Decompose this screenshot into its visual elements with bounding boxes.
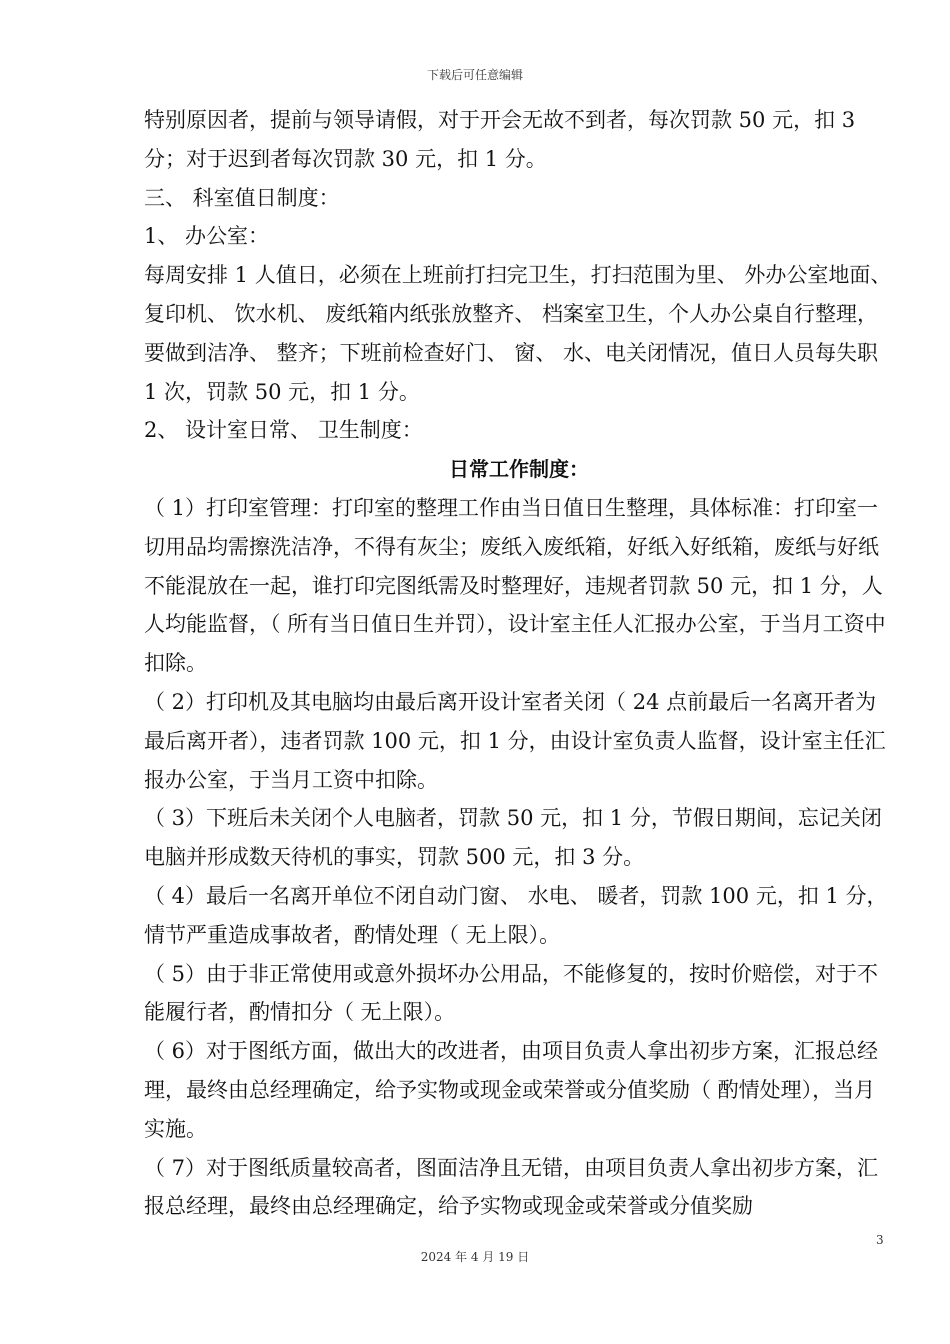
page-number: 3: [876, 1233, 884, 1247]
rule-item-2-printer-shutdown: （ 2）打印机及其电脑均由最后离开设计室者关闭（ 24 点前最后一名离开者为最后离开者），违者罚款 100 元，扣 1 分，由设计室负责人监督，设计室主任汇报办公室，于当月工资中扣除。: [144, 689, 886, 792]
page-header: 下载后可任意编辑: [426, 68, 523, 82]
paragraph-office-duty: 每周安排 1 人值日，必须在上班前打扫完卫生，打扫范围为里、 外办公室地面、 复印机、 饮水机、 废纸箱内纸张放整齐、 档案室卫生，个人办公桌自行整理，要做到洁净、 整齐；下班前检查好门、 窗、 水、电关闭情况，值日人员每失职 1 次，罚款 50 元，扣 1 分。: [144, 263, 892, 404]
heading-daily-work-system: 日常工作制度：: [449, 457, 589, 482]
section-heading-duty-system: 三、 科室值日制度：: [144, 185, 340, 210]
rule-item-1-print-room: （ 1）打印室管理：打印室的整理工作由当日值日生整理，具体标准：打印室一切用品均需擦洗洁净，不得有灰尘；废纸入废纸箱，好纸入好纸箱，废纸与好纸不能混放在一起，谁打印完图纸需及时整理好，违规者罚款 50 元，扣 1 分，人人均能监督，（ 所有当日值日生并罚），设计室主任人汇报办公室，于当月工资中扣除。: [144, 495, 886, 676]
subheading-design-room: 2、 设计室日常、 卫生制度：: [144, 418, 423, 443]
rule-item-3-personal-computer: （ 3）下班后未关闭个人电脑者，罚款 50 元，扣 1 分，节假日期间，忘记关闭电脑并形成数天待机的事实，罚款 500 元，扣 3 分。: [144, 806, 882, 870]
rule-item-5-damaged-supplies: （ 5）由于非正常使用或意外损坏办公用品，不能修复的，按时价赔偿，对于不能履行者，酌情扣分（ 无上限）。: [144, 961, 879, 1025]
rule-item-7-drawing-quality: （ 7）对于图纸质量较高者，图面洁净且无错，由项目负责人拿出初步方案，汇报总经理，最终由总经理确定，给予实物或现金或荣誉或分值奖励: [144, 1155, 879, 1219]
page-footer-date: 2024 年 4 月 19 日: [420, 1250, 530, 1264]
paragraph-meeting-penalty: 特别原因者，提前与领导请假，对于开会无故不到者，每次罚款 50 元，扣 3 分；对于迟到者每次罚款 30 元，扣 1 分。: [144, 108, 856, 171]
rule-item-4-doors-windows: （ 4）最后一名离开单位不闭自动门窗、 水电、 暖者，罚款 100 元，扣 1 分，情节严重造成事故者，酌情处理（ 无上限）。: [144, 883, 888, 947]
document-body: [144, 101, 894, 1226]
rule-item-6-drawing-improvement: （ 6）对于图纸方面，做出大的改进者，由项目负责人拿出初步方案，汇报总经理，最终由总经理确定，给予实物或现金或荣誉或分值奖励（ 酌情处理），当月实施。: [144, 1039, 879, 1141]
subheading-office: 1、 办公室：: [144, 224, 270, 249]
